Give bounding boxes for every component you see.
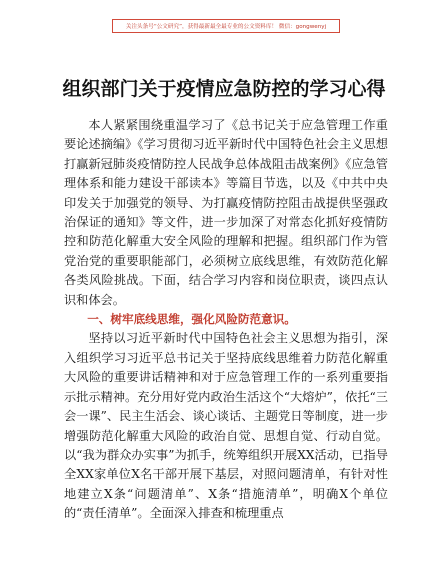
document-body: [64, 116, 388, 524]
promo-banner: [112, 19, 340, 33]
section-heading: 一、树牢底线思维，强化风险防范意识。: [87, 312, 296, 327]
intro-paragraph: 本人紧紧围绕重温学习了《总书记关于应急管理工作重要论述摘编》《学习贯彻习近平新时代中国特色社会主义思想打赢新冠肺炎疫情防控人民战争总体战阻击战案例》《应急管理体系和能力建设干部读本》等篇目节选，以及《中共中央印发关于加强党的领导、为打赢疫情防控阻击战提供坚强政治保证的通知》等文件，进一步加深了对常态化抓好疫情防控和防范化解重大安全风险的理解和把握。组织部门作为管党治党的重要职能部门，必须树立底线思维，有效防范化解各类风险挑战。下面，结合学习内容和岗位职责，谈四点认识和体会。: [64, 118, 388, 307]
promo-banner-text: 关注头条号“公文研究”，获得最新最全最专业的公文资料库！ 微信：gongwenyj: [125, 24, 327, 30]
section-paragraph: 坚持以习近平新时代中国特色社会主义思想为指引，深入组织学习习近平总书记关于坚持底线思维着力防范化解重大风险的重要讲话精神和对于应急管理工作的一系列重要指示批示精神。充分用好党内政治生活这个“大熔炉”，依托“三会一课”、民主生活会、谈心谈话、主题党日等制度，进一步增强防范化解重大风险的政治自觉、思想自觉、行动自觉。以“我为群众办实事”为抓手，统筹组织开展XX活动，已指导全XX家单位X名干部开展下基层，对照问题清单，有针对性地建立X条“问题清单”、X条“措施清单”，明确X个单位的“责任清单”。全面深入排查和梳理重点: [64, 331, 388, 521]
document-title: 组织部门关于疫情应急防控的学习心得: [62, 78, 386, 100]
